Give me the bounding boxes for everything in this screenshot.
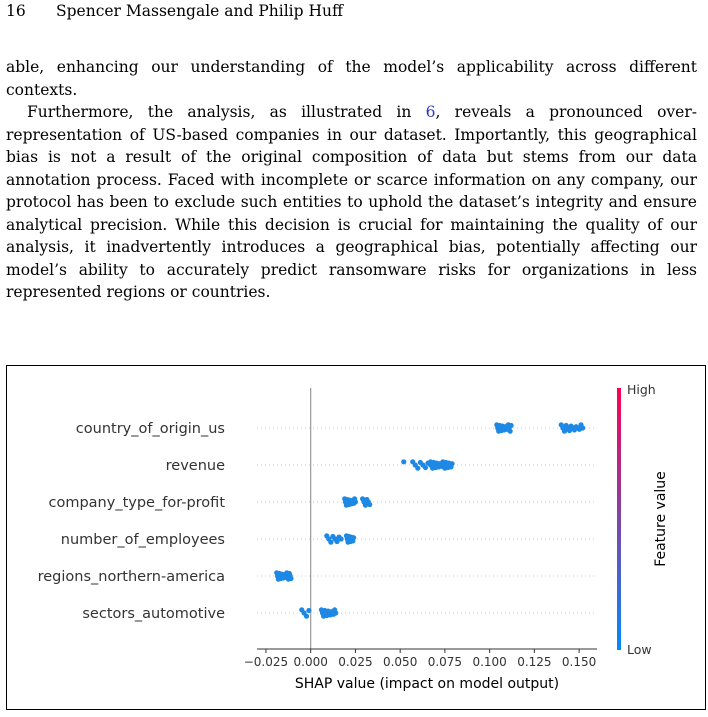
x-axis-label: SHAP value (impact on model output) <box>294 676 560 692</box>
feature-labels <box>38 421 226 622</box>
figure-frame <box>6 365 706 710</box>
data-point <box>508 429 513 434</box>
data-point <box>306 608 311 613</box>
x-tick-label: −0.025 <box>243 655 289 669</box>
body-text <box>6 56 697 304</box>
feature-label: number_of_employees <box>60 532 225 548</box>
feature-label: company_type_for-profit <box>48 495 225 511</box>
data-point <box>304 614 309 619</box>
data-point <box>353 499 358 504</box>
data-point <box>449 461 454 466</box>
x-tick-label: 0.100 <box>472 655 507 669</box>
page-number: 16 <box>6 2 26 20</box>
paragraph-2 <box>6 101 697 304</box>
running-header <box>6 2 343 20</box>
feature-label: sectors_automotive <box>82 606 225 622</box>
figure-reference-link[interactable]: 6 <box>425 103 436 121</box>
colorbar <box>617 388 621 650</box>
data-points <box>274 422 585 619</box>
data-point <box>580 425 585 430</box>
row-gridlines <box>257 428 597 613</box>
paragraph-2-rest: , reveals a pronounced over-representation of US-based companies in our dataset. Importantly, this geographical bias is not a result of the original composition of data but stems from our data annotation process. Faced with incomplete or scarce information on any company, our protocol has been to exclude such entities to uphold the dataset’s integrity and ensure analytical precision. While this decision is crucial for maintaining the quality of our analysis, it inadvertently introduces a geographical bias, potentially affecting our model’s ability to accurately predict ransomware risks for organizations in less represented regions or countries. <box>6 103 697 301</box>
data-point <box>415 466 420 471</box>
data-point <box>288 576 293 581</box>
data-point <box>401 459 406 464</box>
x-tick-label: 0.050 <box>382 655 418 669</box>
data-point <box>509 423 514 428</box>
feature-label: country_of_origin_us <box>75 421 225 437</box>
shap-summary-plot <box>7 366 705 709</box>
data-point <box>367 502 372 507</box>
x-tick-label: 0.000 <box>293 655 328 669</box>
colorbar-low-label: Low <box>627 642 652 657</box>
paragraph-2-start: Furthermore, the analysis, as illustrated in <box>27 103 426 121</box>
feature-label: regions_northern-america <box>37 569 225 585</box>
paragraph-1: able, enhancing our understanding of the model’s applicability across different contexts. <box>6 58 697 99</box>
data-point <box>339 536 344 541</box>
x-tick-label: 0.150 <box>561 655 597 669</box>
data-point <box>423 465 428 470</box>
feature-label: revenue <box>165 458 225 474</box>
x-tick-label: 0.075 <box>427 655 463 669</box>
colorbar-title: Feature value <box>653 471 669 567</box>
running-head-authors: Spencer Massengale and Philip Huff <box>56 2 343 20</box>
x-axis-ticks <box>244 649 597 669</box>
x-tick-label: 0.125 <box>517 655 552 669</box>
data-point <box>328 540 333 545</box>
data-point <box>333 610 338 615</box>
colorbar-high-label: High <box>627 382 656 397</box>
x-tick-label: 0.025 <box>338 655 373 669</box>
data-point <box>351 535 356 540</box>
